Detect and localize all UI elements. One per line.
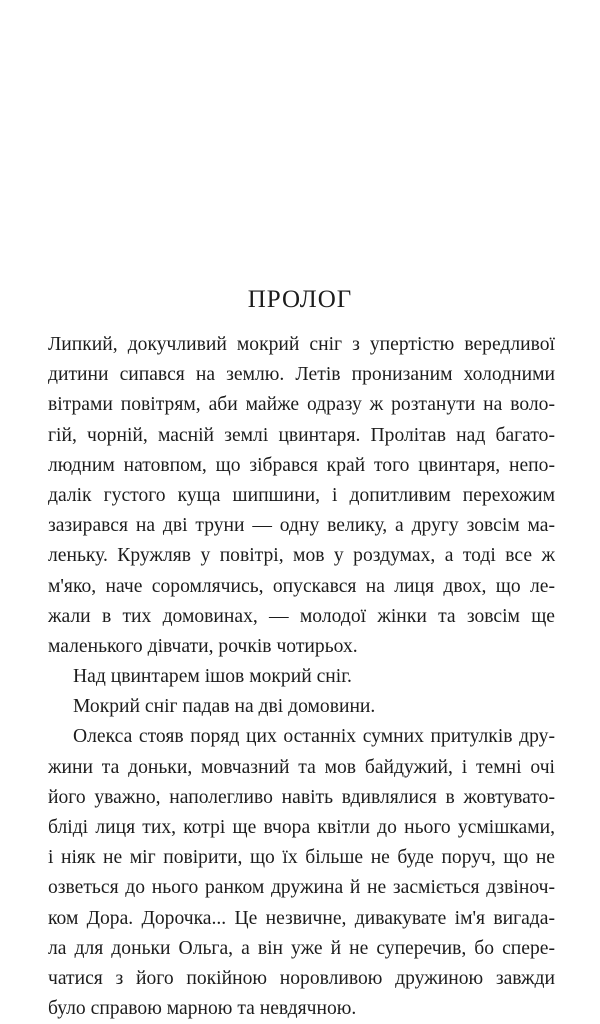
paragraph (48, 330, 555, 662)
text-line: маленького дівчати, рочків чотирьох. (48, 635, 358, 657)
text-line: гій, чорній, масній землі цвинтаря. Пролітав над багато- (48, 424, 555, 446)
text-line: зазирався на дві труни — одну велику, а другу зовсім ма- (48, 515, 555, 537)
text-line: жали в тих домовинах, — молодої жінки та зовсім ще (48, 605, 555, 627)
text-line: леньку. Кружляв у повітрі, мов у роздумах, а тоді все ж (48, 545, 555, 567)
text-line: чатися з його покійною норовливою дружиною завжди (48, 967, 555, 989)
text-line: і ніяк не міг повірити, що їх більше не буде поруч, що не (48, 847, 555, 869)
text-line: ла для доньки Ольга, а він уже й не суперечив, бо спере- (48, 937, 555, 959)
text-line: ком Дора. Дорочка... Це незвичне, дивакувате ім'я вигада- (48, 907, 555, 929)
text-line: далік густого куща шипшини, і допитливим перехожим (48, 484, 555, 506)
text-line: озветься до нього ранком дружина й не засміється дзвіноч- (48, 877, 555, 899)
text-line: Олекса стояв поряд цих останніх сумних притулків дру- (73, 726, 555, 748)
text-line: жини та доньки, мовчазний та мов байдужий, і темні очі (48, 756, 555, 778)
text-line: Мокрий сніг падав на дві домовини. (73, 696, 376, 718)
text-line: було справою марною та невдячною. (48, 998, 357, 1020)
paragraph (48, 662, 555, 692)
text-line: м'яко, наче соромлячись, опускався на лиця двох, що ле- (48, 575, 555, 597)
text-line: блідi лиця тих, котрі ще вчора квітли до нього усмішками, (48, 817, 555, 838)
text-line: його уважно, наполегливо навіть вдивлялися в жовтувато- (48, 786, 555, 808)
paragraph (48, 722, 555, 1024)
chapter-title: ПРОЛОГ (247, 286, 353, 313)
chapter-text (48, 330, 555, 1024)
text-line: вітрами повітрям, аби майже одразу ж розтанути на воло- (48, 394, 555, 416)
text-line: Над цвинтарем ішов мокрий сніг. (73, 666, 352, 688)
text-line: дитини сипався на землю. Летів пронизаним холодними (48, 364, 555, 386)
paragraph (48, 692, 555, 722)
text-line: людним натовпом, що зібрався край того цвинтаря, непо- (48, 454, 555, 476)
text-line: Липкий, докучливий мокрий сніг з упертістю вередливої (48, 334, 555, 355)
